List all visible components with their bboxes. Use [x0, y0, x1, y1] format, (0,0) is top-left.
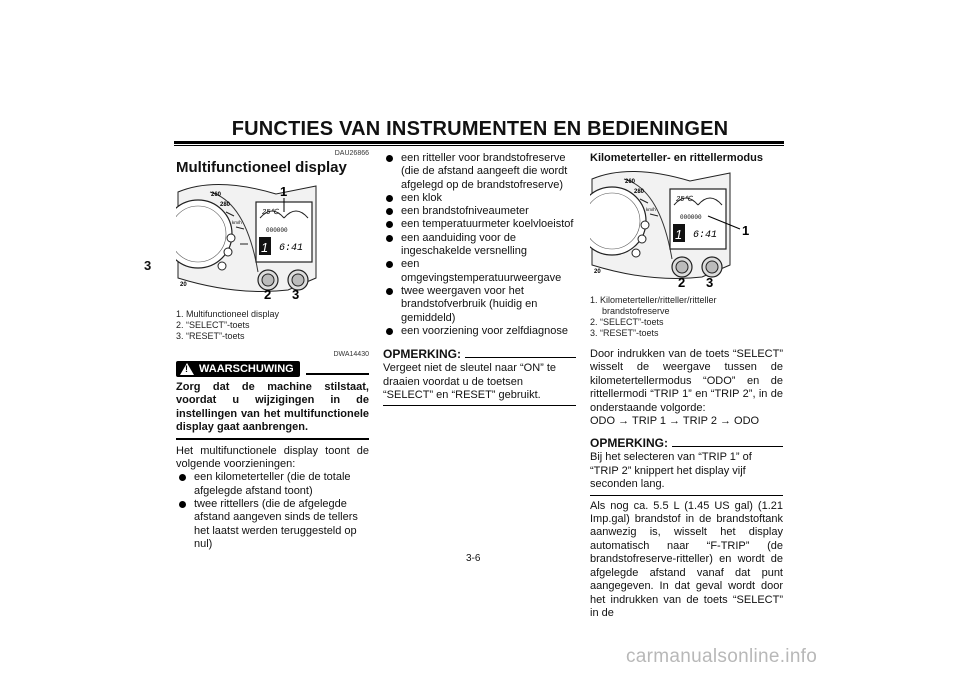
list-item: een kilometerteller (die de totale afgelegde afstand toont): [176, 471, 369, 498]
note-end-rule: [383, 405, 576, 406]
note-rule: [672, 446, 783, 447]
display-gear: 1: [261, 240, 269, 255]
callout-1: 1: [280, 184, 288, 199]
warning-icon: !: [180, 363, 194, 375]
callout-2: 2: [678, 275, 686, 289]
bullet-icon: [386, 328, 393, 335]
header-rule: [174, 141, 784, 144]
intro-text: Het multifunctionele display toont de volgende voorzieningen:: [176, 444, 369, 471]
unit-label: km/h: [232, 220, 242, 225]
note-header: [383, 347, 576, 361]
feature-list-continued: [383, 152, 576, 338]
list-item: een klok: [383, 192, 576, 205]
speed-label-260: 260: [211, 192, 222, 198]
display-temp: 25℃: [262, 209, 279, 217]
bullet-icon: [386, 221, 393, 228]
caption-item: 1. Kilometerteller/ritteller/ritteller brandstofreserve: [590, 295, 717, 316]
display-gear: 1: [675, 227, 683, 242]
bullet-icon: [386, 208, 393, 215]
figure-captions: [176, 309, 369, 342]
watermark: carmanualsonline.info: [626, 646, 818, 667]
display-odo: 000000: [680, 214, 702, 221]
column-3: [590, 150, 783, 620]
page-title: FUNCTIES VAN INSTRUMENTEN EN BEDIENINGEN: [231, 118, 729, 140]
instrument-panel-illustration: [176, 182, 369, 300]
column-1: [176, 150, 369, 551]
warning-rule: [306, 373, 369, 375]
instrument-figure-2: [590, 169, 783, 294]
display-clock: 6:41: [279, 243, 304, 254]
caption-item: 2. “SELECT”-toets: [176, 320, 250, 330]
bullet-icon: [179, 501, 186, 508]
figure-captions: [590, 295, 783, 339]
list-item: twee weergaven voor het brandstofverbruik (huidig en gemiddeld): [383, 285, 576, 325]
bullet-icon: [386, 155, 393, 162]
note-end-rule: [590, 495, 783, 496]
caption-item: 3. “RESET”-toets: [176, 331, 245, 341]
unit-label: km/h: [646, 207, 656, 212]
feature-list: [176, 471, 369, 551]
caption-item: 1. Multifunctioneel display: [176, 309, 280, 319]
callout-1: 1: [742, 223, 750, 238]
warning-end-rule: [176, 438, 369, 440]
speed-label-280: 280: [220, 202, 231, 208]
bullet-icon: [386, 261, 393, 268]
list-item: twee rittellers (die de afgelegde afstand aangeven sinds de tellers het laatst werden teruggesteld op nul): [176, 498, 369, 551]
speed-label-20: 20: [594, 269, 601, 275]
page-number: 3-6: [466, 553, 481, 564]
list-item: een voorziening voor zelfdiagnose: [383, 325, 576, 338]
callout-2: 2: [264, 287, 272, 300]
display-clock: 6:41: [693, 230, 718, 241]
list-item: een ritteller voor brandstofreserve (die de afstand aangeeft die wordt afgelegd op de brandstofreserve): [383, 152, 576, 192]
section-title: Multifunctioneel display: [176, 159, 347, 176]
bullet-icon: [386, 195, 393, 202]
note-label: OPMERKING:: [590, 436, 668, 451]
bullet-icon: [386, 288, 393, 295]
note-rule: [465, 357, 576, 358]
note-header: [590, 436, 783, 450]
column-2: [383, 150, 576, 406]
mode-sequence: ODO → TRIP 1 → TRIP 2 → ODO: [590, 415, 760, 428]
warning-code: DWA14430: [333, 351, 369, 358]
section-code: DAU26866: [334, 150, 369, 157]
list-item: een brandstofniveaumeter: [383, 205, 576, 218]
callout-3: 3: [292, 287, 300, 300]
callout-3: 3: [706, 275, 714, 289]
list-item: een omgevingstemperatuurweergave: [383, 258, 576, 285]
display-temp: 25℃: [676, 196, 693, 204]
instrument-panel-illustration: [590, 169, 783, 289]
chapter-tab: 3: [144, 258, 152, 273]
note-text: Bij het selecteren van “TRIP 1” of “TRIP 2” knippert het display vijf seconden lang.: [590, 451, 752, 491]
speed-label-260: 260: [625, 179, 636, 185]
speed-label-280: 280: [634, 189, 645, 195]
warning-header: [176, 361, 369, 377]
mode-paragraph: Door indrukken van de toets “SELECT” wisselt de weergave tussen de kilometertellermodus “ODO” en de rittellermodi “TRIP 1” en “TRIP 2”, in de onderstaande volgorde:: [590, 348, 783, 414]
warning-text: Zorg dat de machine stilstaat, voordat u wijzigingen in de instellingen van het multifunctionele display gaat aanbrengen.: [176, 381, 369, 434]
fuel-reserve-paragraph: Als nog ca. 5.5 L (1.45 US gal) (1.21 Imp.gal) brandstof in de brandstoftank aanwezig is, wisselt het display automatisch naar “F-TRIP” (de brandstofreserve-ritteller) en wordt de afgelegde afstand vanaf dat punt aangegeven. In dat geval wordt door het indrukken van de toets “SELECT” in de: [590, 499, 783, 619]
instrument-figure-1: [176, 182, 369, 305]
speed-label-20: 20: [180, 282, 187, 288]
caption-item: 3. “RESET”-toets: [590, 328, 659, 338]
list-item: een aanduiding voor de ingeschakelde versnelling: [383, 232, 576, 259]
header-rule-thin: [174, 145, 784, 146]
bullet-icon: [179, 474, 186, 481]
warning-badge: [176, 361, 300, 377]
warning-label: WAARSCHUWING: [199, 363, 294, 375]
bullet-icon: [386, 235, 393, 242]
note-label: OPMERKING:: [383, 347, 461, 362]
display-odo: 000000: [266, 227, 288, 234]
note-text: Vergeet niet de sleutel naar “ON” te draaien voordat u de toetsen “SELECT” en “RESET” gebruikt.: [383, 362, 557, 401]
list-item: een temperatuurmeter koelvloeistof: [383, 218, 576, 231]
subsection-title: Kilometerteller- en rittellermodus: [590, 152, 763, 164]
caption-item: 2. “SELECT”-toets: [590, 317, 664, 327]
